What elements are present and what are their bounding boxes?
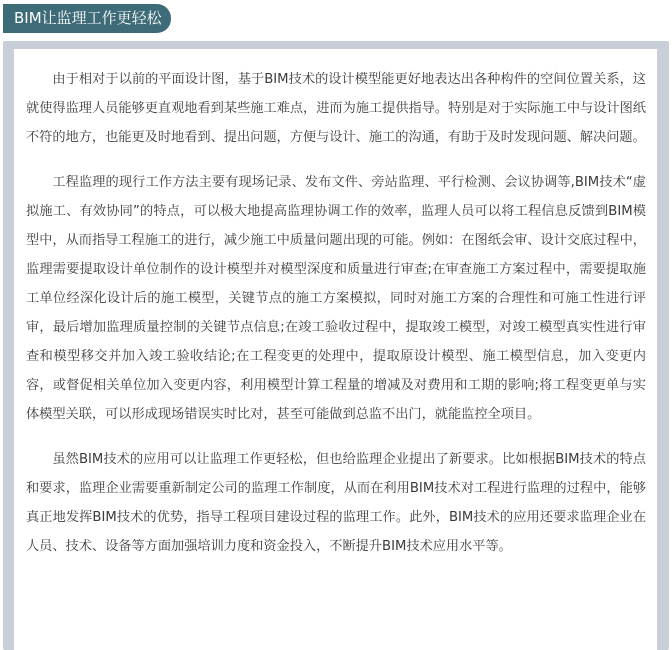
paragraph-3: 虽然BIM技术的应用可以让监理工作更轻松，但也给监理企业提出了新要求。比如根据BIM技术的特点和要求，监理企业需要重新制定公司的监理工作制度，从而在利用BIM技术对工程进行监理的过程中，能够真正地发挥BIM技术的优势，指导工程项目建设过程的监理工作。此外，BIM技术的应用还要求监理企业在人员、技术、设备等方面加强培训力度和资金投入，不断提升BIM技术应用水平等。: [26, 452, 646, 554]
paragraph-2: 工程监理的现行工作方法主要有现场记录、发布文件、旁站监理、平行检测、会议协调等,BIM技术“虚拟施工、有效协同”的特点，可以极大地提高监理协调工作的效率，监理人员可以将工程信息反馈到BIM模型中，从而指导工程施工的进行，减少施工中质量问题出现的可能。例如：在图纸会审、设计交底过程中，监理需要提取设计单位制作的设计模型并对模型深度和质量进行审查;在审查施工方案过程中，需要提取施工单位经深化设计后的施工模型，关键节点的施工方案模拟，同时对施工方案的合理性和可施工性进行评审，最后增加监理质量控制的关键节点信息;在竣工验收过程中，提取竣工模型，对竣工模型真实性进行审查和模型移交并加入竣工验收结论;在工程变更的处理中，提取原设计模型、施工模型信息，加入变更内容，或督促相关单位加入变更内容，利用模型计算工程量的增减及对费用和工期的影响;将工程变更单与实体模型关联，可以形成现场错误实时比对，甚至可能做到总监不出门，就能监控全项目。: [26, 175, 646, 422]
paragraph-1: 由于相对于以前的平面设计图，基于BIM技术的设计模型能更好地表达出各种构件的空间位置关系，这就使得监理人员能够更直观地看到某些施工难点，进而为施工提供指导。特别是对于实际施工中与设计图纸不符的地方，也能更及时地看到、提出问题，方便与设计、施工的沟通，有助于及时发现问题、解决问题。: [26, 72, 646, 145]
paragraph-spacer: [26, 152, 646, 168]
paragraph-spacer: [26, 429, 646, 445]
article-body: [14, 49, 657, 650]
article-frame: [3, 41, 669, 650]
section-title: BIM让监理工作更轻松: [3, 4, 171, 33]
